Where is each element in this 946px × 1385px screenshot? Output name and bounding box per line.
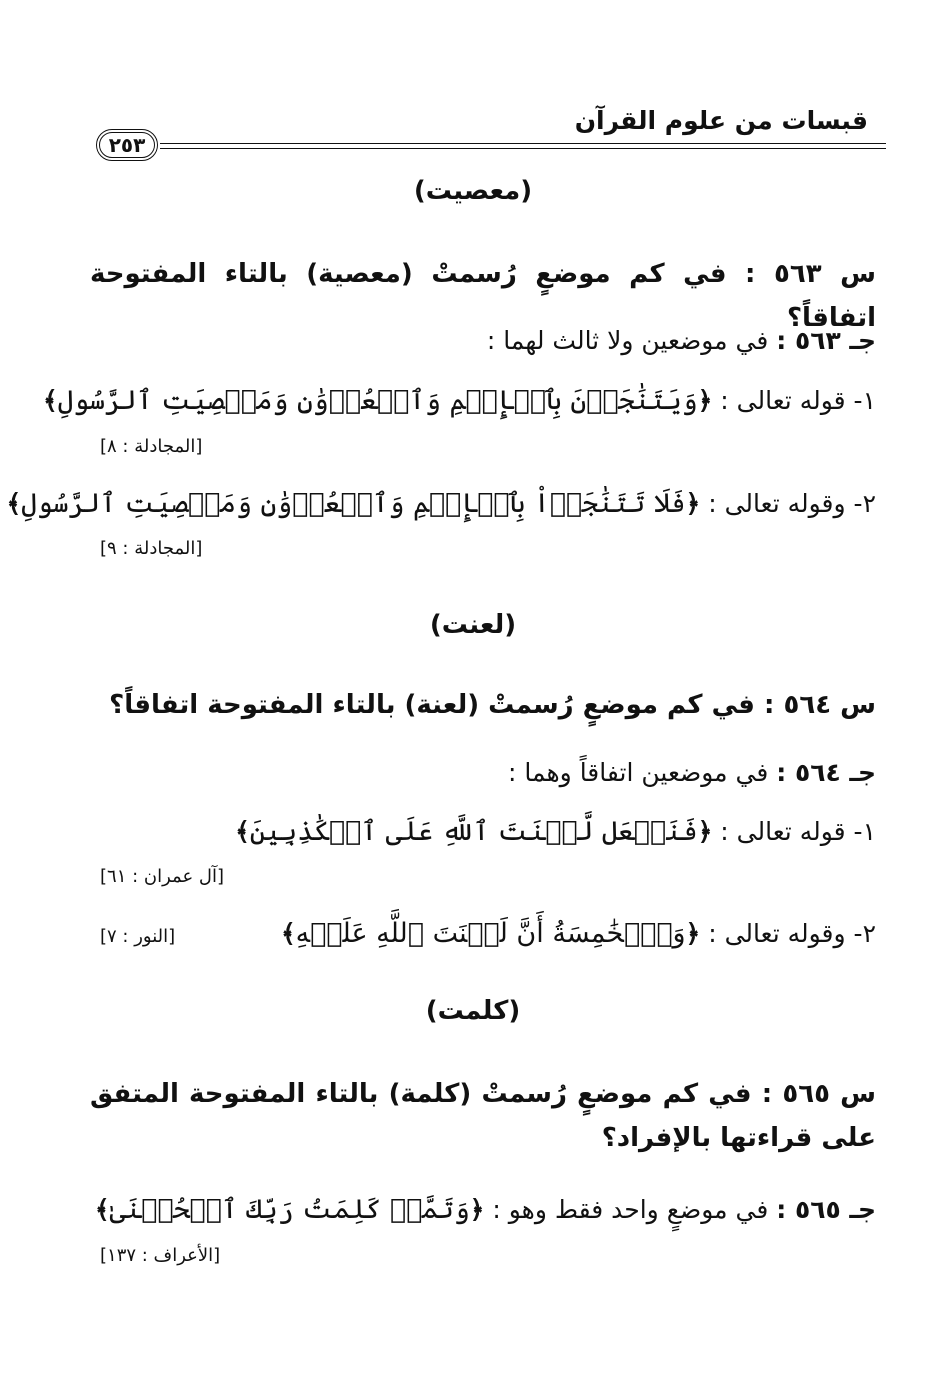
question-label: س ٥٦٣ :	[745, 259, 876, 289]
question-text: في كم موضعٍ رُسمتْ (كلمة) بالتاء المفتوحة المتفق على قراءتها بالإفراد؟	[90, 1079, 876, 1153]
verse-reference: [المجادلة : ٨]	[100, 436, 203, 457]
quran-verse: فَلَا تَتَنَٰجَوۡاْ بِٱلۡإِثۡمِ وَٱلۡعُدۡوَٰنِ وَمَعۡصِيَتِ ٱلرَّسُولِ	[21, 488, 686, 519]
page-number-badge: ٢٥٣	[96, 129, 158, 161]
header-rule	[160, 143, 886, 149]
running-header-title: قبسات من علوم القرآن	[574, 106, 868, 135]
answer-text: في موضعٍ واحد فقط وهو :	[492, 1195, 769, 1224]
quran-verse: فَنَجۡعَل لَّعۡنَتَ ٱللَّهِ عَلَى ٱلۡكَٰذِبِينَ	[249, 816, 698, 847]
quran-verse: وَيَتَنَٰجَوۡنَ بِٱلۡإِثۡمِ وَٱلۡعُدۡوَٰنِ وَمَعۡصِيَتِ ٱلرَّسُولِ	[57, 385, 698, 416]
verse-reference: [النور : ٧]	[100, 926, 176, 947]
question-label: س ٥٦٥ :	[761, 1079, 877, 1109]
section-heading: (معصيت)	[413, 176, 533, 206]
question-text: في كم موضعٍ رُسمتْ (لعنة) بالتاء المفتوحة اتفاقاً؟	[109, 690, 755, 720]
verse-item: ٢- وقوله تعالى : ﴿فَلَا تَتَنَٰجَوۡاْ بِٱلۡإِثۡمِ وَٱلۡعُدۡوَٰنِ وَمَعۡصِيَتِ ٱلرَّسُولِ﴾	[6, 488, 876, 519]
item-prefix: ١- قوله تعالى :	[720, 386, 876, 415]
quran-verse: وَٱلۡخَٰمِسَةُ أَنَّ لَعۡنَتَ ٱللَّهِ عَلَيۡهِ	[295, 918, 686, 949]
item-prefix: ١- قوله تعالى :	[720, 817, 876, 846]
answer-label: جـ ٥٦٥ :	[776, 1195, 876, 1224]
verse-reference: [آل عمران : ٦١]	[100, 866, 225, 887]
answer-564	[90, 753, 876, 793]
item-prefix: ٢- وقوله تعالى :	[708, 919, 876, 948]
answer-label: جـ ٥٦٣ :	[776, 326, 876, 355]
verse-item: ٢- وقوله تعالى : ﴿وَٱلۡخَٰمِسَةُ أَنَّ لَعۡنَتَ ٱللَّهِ عَلَيۡهِ﴾	[280, 918, 876, 949]
section-heading: (كلمت)	[425, 996, 521, 1026]
question-label: س ٥٦٤ :	[764, 690, 876, 720]
answer-text: في موضعين ولا ثالث لهما :	[486, 326, 769, 355]
quran-verse: وَتَمَّتۡ كَلِمَتُ رَبِّكَ ٱلۡحُسۡنَىٰ	[109, 1194, 470, 1225]
answer-565: جـ ٥٦٥ : في موضعٍ واحد فقط وهو : ﴿وَتَمَّتۡ كَلِمَتُ رَبِّكَ ٱلۡحُسۡنَىٰ﴾	[94, 1194, 876, 1225]
question-564	[90, 683, 876, 727]
section-heading: (لعنت)	[429, 610, 517, 640]
answer-563	[90, 321, 876, 361]
verse-item: ١- قوله تعالى : ﴿وَيَتَنَٰجَوۡنَ بِٱلۡإِثۡمِ وَٱلۡعُدۡوَٰنِ وَمَعۡصِيَتِ ٱلرَّسُولِ﴾	[42, 385, 876, 416]
question-565	[90, 1072, 876, 1160]
verse-reference: [المجادلة : ٩]	[100, 538, 203, 559]
item-prefix: ٢- وقوله تعالى :	[708, 489, 876, 518]
answer-text: في موضعين اتفاقاً وهما :	[508, 758, 769, 787]
verse-item: ١- قوله تعالى : ﴿فَنَجۡعَل لَّعۡنَتَ ٱللَّهِ عَلَى ٱلۡكَٰذِبِينَ﴾	[235, 816, 876, 847]
question-text: في كم موضعٍ رُسمتْ (معصية) بالتاء المفتوحة اتفاقاً؟	[90, 259, 876, 333]
answer-label: جـ ٥٦٤ :	[776, 758, 876, 787]
verse-reference: [الأعراف : ١٣٧]	[100, 1245, 221, 1266]
